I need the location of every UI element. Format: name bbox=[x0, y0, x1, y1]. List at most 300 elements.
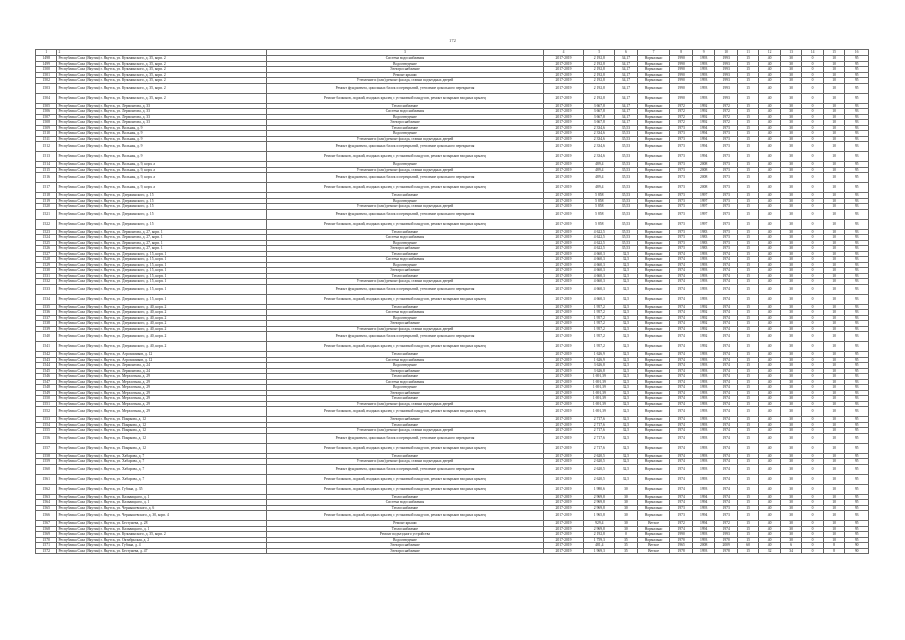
wear-cell: 32,5 bbox=[615, 357, 638, 363]
address-cell: Республика Саха (Якутия) г. Якутск, ул. Дзержинского, д. 15 bbox=[57, 198, 267, 204]
area-cell: 1 691,39 bbox=[584, 407, 615, 417]
year-work-cell: 1974 bbox=[715, 401, 738, 407]
year-work-cell: 1978 bbox=[715, 548, 738, 554]
col-14-cell: 0 bbox=[802, 240, 823, 246]
condition-cell: Нормально bbox=[637, 235, 670, 241]
wear-cell: 32,5 bbox=[615, 363, 638, 369]
condition-cell: Нормально bbox=[637, 401, 670, 407]
col-16-cell: 93 bbox=[845, 342, 869, 352]
col-11-cell: 15 bbox=[737, 273, 758, 279]
col-12-cell: 40 bbox=[759, 103, 780, 109]
year-work-cell: 1970 bbox=[715, 537, 738, 543]
col-11-cell: 15 bbox=[737, 198, 758, 204]
col-13-cell: 30 bbox=[780, 310, 801, 316]
col-13-cell: 30 bbox=[780, 56, 801, 62]
year-work-cell: 1974 bbox=[715, 484, 738, 494]
register-body bbox=[36, 50, 869, 554]
row-number-cell: 1560 bbox=[36, 464, 57, 474]
year-repair-cell: 1997 bbox=[692, 204, 715, 210]
wear-cell: 35,53 bbox=[615, 167, 638, 173]
col-13-cell: 30 bbox=[780, 240, 801, 246]
col-11-cell: 15 bbox=[737, 459, 758, 465]
year-built-cell: 1972 bbox=[670, 521, 693, 527]
area-cell: 2 717,6 bbox=[584, 428, 615, 434]
work-type-cell: Система водоснабжения bbox=[267, 109, 543, 115]
area-cell: 1 691,39 bbox=[584, 396, 615, 402]
table-row bbox=[36, 474, 869, 484]
year-repair-cell: 1994 bbox=[692, 511, 715, 521]
wear-cell: 30 bbox=[615, 494, 638, 500]
area-cell: 2 620,5 bbox=[584, 464, 615, 474]
address-cell: Республика Саха (Якутия) г. Якутск, ул. Вольная, д. 9 bbox=[57, 142, 267, 152]
col-12-cell: 40 bbox=[759, 120, 780, 126]
year-repair-cell: 1993 bbox=[692, 505, 715, 511]
wear-cell: 34,17 bbox=[615, 93, 638, 103]
col-13-cell: 30 bbox=[780, 72, 801, 78]
year-repair-cell: 1993 bbox=[692, 433, 715, 443]
wear-cell: 35,53 bbox=[615, 162, 638, 168]
address-cell: Республика Саха (Якутия) г. Якутск, ул. Хабарова, д. 7 bbox=[57, 464, 267, 474]
wear-cell: 32,5 bbox=[615, 352, 638, 358]
row-number-cell: 1558 bbox=[36, 453, 57, 459]
column-number-cell: 9 bbox=[692, 50, 715, 56]
col-16-cell: 95 bbox=[845, 78, 869, 84]
address-cell: Республика Саха (Якутия) г. Якутск, ул. Дзержинского, д. 40, корп. 2 bbox=[57, 304, 267, 310]
col-15-cell: 10 bbox=[823, 78, 844, 84]
col-13-cell: 30 bbox=[780, 407, 801, 417]
area-cell: 1 980,6 bbox=[584, 484, 615, 494]
condition-cell: Нормально bbox=[637, 61, 670, 67]
row-number-cell: 1514 bbox=[36, 162, 57, 168]
year-built-cell: 1974 bbox=[670, 428, 693, 434]
period-cell: 2017-2019 bbox=[543, 198, 584, 204]
area-cell: 2 717,6 bbox=[584, 422, 615, 428]
wear-cell: 32,5 bbox=[615, 374, 638, 380]
address-cell: Республика Саха (Якутия) г. Якутск, ул. Дзержинского, д. 15, корп. 1 bbox=[57, 284, 267, 294]
area-cell: 3 667,8 bbox=[584, 114, 615, 120]
year-built-cell: 1974 bbox=[670, 417, 693, 423]
col-14-cell: 0 bbox=[802, 61, 823, 67]
col-12-cell: 40 bbox=[759, 326, 780, 332]
year-work-cell: 1993 bbox=[715, 67, 738, 73]
area-cell: 1 691,39 bbox=[584, 401, 615, 407]
year-built-cell: 1974 bbox=[670, 257, 693, 263]
area-cell: 2 192,8 bbox=[584, 67, 615, 73]
wear-cell: 32,5 bbox=[615, 428, 638, 434]
col-16-cell: 93 bbox=[845, 294, 869, 304]
work-type-cell: Ремонт балконов, лоджий, входных крылец с установкой пандусов, ремонт козырьков входных крылец bbox=[267, 219, 543, 229]
work-type-cell: Электроснабжение bbox=[267, 246, 543, 252]
period-cell: 2017-2019 bbox=[543, 240, 584, 246]
area-cell: 3 667,8 bbox=[584, 109, 615, 115]
year-repair-cell: 1992 bbox=[692, 321, 715, 327]
col-11-cell: 15 bbox=[737, 464, 758, 474]
col-16-cell: 95 bbox=[845, 526, 869, 532]
table-row bbox=[36, 93, 869, 103]
year-built-cell: 1974 bbox=[670, 500, 693, 506]
address-cell: Республика Саха (Якутия) г. Якутск, ул. Лермонтова, д. 33 bbox=[57, 103, 267, 109]
col-13-cell: 30 bbox=[780, 209, 801, 219]
wear-cell: 35,53 bbox=[615, 193, 638, 199]
year-repair-cell: 1993 bbox=[692, 78, 715, 84]
condition-cell: Нормально bbox=[637, 407, 670, 417]
area-cell: 1 957,2 bbox=[584, 332, 615, 342]
condition-cell: Нормально bbox=[637, 114, 670, 120]
col-14-cell: 0 bbox=[802, 120, 823, 126]
col-11-cell: 15 bbox=[737, 304, 758, 310]
work-type-cell: Утепление и (или) ремонт фасада, ставни подъездных дверей bbox=[267, 401, 543, 407]
address-cell: Республика Саха (Якутия) г. Якутск, ул. Мерзлотная, д. 29 bbox=[57, 385, 267, 391]
year-built-cell: 1974 bbox=[670, 326, 693, 332]
address-cell: Республика Саха (Якутия) г. Якутск, ул. Бестужева, д. 28 bbox=[57, 521, 267, 527]
col-14-cell: 0 bbox=[802, 494, 823, 500]
work-type-cell: Теплоснабжение bbox=[267, 125, 543, 131]
year-built-cell: 1973 bbox=[670, 125, 693, 131]
table-row bbox=[36, 548, 869, 554]
col-16-cell: 93 bbox=[845, 304, 869, 310]
row-number-cell: 1544 bbox=[36, 363, 57, 369]
work-type-cell: Теплоснабжение bbox=[267, 453, 543, 459]
wear-cell: 30 bbox=[615, 526, 638, 532]
year-repair-cell: 2008 bbox=[692, 183, 715, 193]
row-number-cell: 1553 bbox=[36, 417, 57, 423]
wear-cell: 35,53 bbox=[615, 204, 638, 210]
col-15-cell: 10 bbox=[823, 357, 844, 363]
year-repair-cell: 1992 bbox=[692, 326, 715, 332]
row-number-cell: 1532 bbox=[36, 279, 57, 285]
wear-cell: 35,53 bbox=[615, 209, 638, 219]
period-cell: 2017-2019 bbox=[543, 304, 584, 310]
year-repair-cell: 1993 bbox=[692, 56, 715, 62]
year-built-cell: 1970 bbox=[670, 537, 693, 543]
year-work-cell: 1974 bbox=[715, 417, 738, 423]
period-cell: 2017-2019 bbox=[543, 401, 584, 407]
row-number-cell: 1519 bbox=[36, 198, 57, 204]
col-13-cell: 30 bbox=[780, 142, 801, 152]
col-11-cell: 15 bbox=[737, 401, 758, 407]
condition-cell: Нормально bbox=[637, 262, 670, 268]
condition-cell: Нормально bbox=[637, 279, 670, 285]
col-11-cell: 15 bbox=[737, 204, 758, 210]
col-11-cell: 15 bbox=[737, 173, 758, 183]
period-cell: 2017-2019 bbox=[543, 152, 584, 162]
col-14-cell: 0 bbox=[802, 505, 823, 511]
condition-cell: Нормально bbox=[637, 368, 670, 374]
period-cell: 2017-2019 bbox=[543, 246, 584, 252]
period-cell: 2017-2019 bbox=[543, 120, 584, 126]
year-repair-cell: 1993 bbox=[692, 273, 715, 279]
area-cell: 2 334,6 bbox=[584, 136, 615, 142]
col-16-cell: 95 bbox=[845, 352, 869, 358]
col-14-cell: 0 bbox=[802, 229, 823, 235]
area-cell: 4 660,3 bbox=[584, 251, 615, 257]
col-14-cell: 0 bbox=[802, 246, 823, 252]
condition-cell: Нормально bbox=[637, 251, 670, 257]
work-type-cell: Электроснабжение bbox=[267, 67, 543, 73]
col-14-cell: 0 bbox=[802, 385, 823, 391]
col-16-cell: 95 bbox=[845, 56, 869, 62]
col-14-cell: 0 bbox=[802, 268, 823, 274]
col-11-cell: 15 bbox=[737, 474, 758, 484]
col-14-cell: 0 bbox=[802, 342, 823, 352]
row-number-cell: 1559 bbox=[36, 459, 57, 465]
col-16-cell: 95 bbox=[845, 453, 869, 459]
condition-cell: Нормально bbox=[637, 136, 670, 142]
col-12-cell: 40 bbox=[759, 219, 780, 229]
work-type-cell: Утепление и (или) ремонт фасада, ставни подъездных дверей bbox=[267, 279, 543, 285]
year-work-cell: 1973 bbox=[715, 183, 738, 193]
col-11-cell: 15 bbox=[737, 152, 758, 162]
work-type-cell: Электроснабжение bbox=[267, 368, 543, 374]
work-type-cell: Система водоснабжения bbox=[267, 357, 543, 363]
area-cell: 1 626,9 bbox=[584, 357, 615, 363]
col-12-cell: 40 bbox=[759, 543, 780, 549]
year-work-cell: 1973 bbox=[715, 235, 738, 241]
wear-cell: 32,5 bbox=[615, 294, 638, 304]
col-13-cell: 30 bbox=[780, 173, 801, 183]
wear-cell: 35,53 bbox=[615, 198, 638, 204]
condition-cell: Нормально bbox=[637, 109, 670, 115]
col-16-cell: 93 bbox=[845, 152, 869, 162]
period-cell: 2017-2019 bbox=[543, 537, 584, 543]
col-16-cell: 93 bbox=[845, 235, 869, 241]
col-16-cell: 93 bbox=[845, 385, 869, 391]
period-cell: 2017-2019 bbox=[543, 103, 584, 109]
year-repair-cell: 1993 bbox=[692, 294, 715, 304]
col-12-cell: 40 bbox=[759, 474, 780, 484]
col-11-cell: 15 bbox=[737, 407, 758, 417]
work-type-cell: Водоотведение bbox=[267, 131, 543, 137]
col-16-cell: 93 bbox=[845, 315, 869, 321]
col-13-cell: 30 bbox=[780, 453, 801, 459]
wear-cell: 0 bbox=[615, 532, 638, 538]
col-12-cell: 40 bbox=[759, 56, 780, 62]
work-type-cell: Ремонт фундамента, цокольных балок и перекрытий, утепление цокольного перекрытия bbox=[267, 173, 543, 183]
wear-cell: 34,17 bbox=[615, 114, 638, 120]
col-13-cell: 30 bbox=[780, 332, 801, 342]
year-built-cell: 1990 bbox=[670, 532, 693, 538]
row-number-cell: 1545 bbox=[36, 368, 57, 374]
col-11-cell: 15 bbox=[737, 390, 758, 396]
col-16-cell: 93 bbox=[845, 229, 869, 235]
col-15-cell: 10 bbox=[823, 72, 844, 78]
col-12-cell: 40 bbox=[759, 109, 780, 115]
year-work-cell: 1974 bbox=[715, 464, 738, 474]
area-cell: 2 717,6 bbox=[584, 417, 615, 423]
year-work-cell: 1974 bbox=[715, 500, 738, 506]
page-number: 172 bbox=[449, 38, 456, 43]
table-row bbox=[36, 433, 869, 443]
condition-cell: Нормально bbox=[637, 417, 670, 423]
col-16-cell: 93 bbox=[845, 251, 869, 257]
year-work-cell: 1974 bbox=[715, 379, 738, 385]
period-cell: 2017-2019 bbox=[543, 321, 584, 327]
period-cell: 2017-2019 bbox=[543, 396, 584, 402]
column-number-cell: 6 bbox=[615, 50, 638, 56]
row-number-cell: 1538 bbox=[36, 321, 57, 327]
work-type-cell: Ремонт балконов, лоджий, входных крылец с установкой пандусов, ремонт козырьков входных крылец bbox=[267, 511, 543, 521]
condition-cell: Нормально bbox=[637, 443, 670, 453]
col-14-cell: 0 bbox=[802, 422, 823, 428]
wear-cell: 30 bbox=[615, 511, 638, 521]
col-14-cell: 0 bbox=[802, 526, 823, 532]
year-built-cell: 1973 bbox=[670, 131, 693, 137]
year-repair-cell: 2008 bbox=[692, 162, 715, 168]
wear-cell: 35,53 bbox=[615, 240, 638, 246]
col-12-cell: 40 bbox=[759, 173, 780, 183]
col-14-cell: 0 bbox=[802, 374, 823, 380]
row-number-cell: 1515 bbox=[36, 167, 57, 173]
condition-cell: Нормально bbox=[637, 433, 670, 443]
area-cell: 4 622,5 bbox=[584, 240, 615, 246]
condition-cell: Нормально bbox=[637, 464, 670, 474]
work-type-cell: Водоотведение bbox=[267, 385, 543, 391]
col-15-cell: 10 bbox=[823, 511, 844, 521]
address-cell: Республика Саха (Якутия) г. Якутск, ул. Кузьминского, д. 35, корп. 2 bbox=[57, 78, 267, 84]
condition-cell: Нормально bbox=[637, 396, 670, 402]
col-16-cell: 95 bbox=[845, 67, 869, 73]
year-built-cell: 1974 bbox=[670, 363, 693, 369]
col-12-cell: 40 bbox=[759, 459, 780, 465]
year-repair-cell: 1993 bbox=[692, 379, 715, 385]
col-13-cell: 30 bbox=[780, 152, 801, 162]
col-14-cell: 0 bbox=[802, 56, 823, 62]
work-type-cell: Ремонт фундамента, цокольных балок и перекрытий, утепление цокольного перекрытия bbox=[267, 332, 543, 342]
col-13-cell: 30 bbox=[780, 219, 801, 229]
row-number-cell: 1567 bbox=[36, 521, 57, 527]
col-13-cell: 30 bbox=[780, 505, 801, 511]
col-15-cell: 8 bbox=[823, 548, 844, 554]
condition-cell: Нормально bbox=[637, 125, 670, 131]
condition-cell: Нормально bbox=[637, 428, 670, 434]
year-built-cell: 1974 bbox=[670, 422, 693, 428]
col-16-cell: 95 bbox=[845, 537, 869, 543]
year-work-cell: 1974 bbox=[715, 310, 738, 316]
area-cell: 2 717,6 bbox=[584, 443, 615, 453]
col-16-cell: 95 bbox=[845, 428, 869, 434]
period-cell: 2017-2019 bbox=[543, 422, 584, 428]
col-14-cell: 0 bbox=[802, 357, 823, 363]
area-cell: 2 192,8 bbox=[584, 93, 615, 103]
col-14-cell: 0 bbox=[802, 284, 823, 294]
row-number-cell: 1549 bbox=[36, 390, 57, 396]
work-type-cell: Ремонт крыши bbox=[267, 521, 543, 527]
col-15-cell: 10 bbox=[823, 526, 844, 532]
year-built-cell: 1974 bbox=[670, 315, 693, 321]
wear-cell: 35,53 bbox=[615, 125, 638, 131]
col-13-cell: 30 bbox=[780, 294, 801, 304]
col-13-cell: 30 bbox=[780, 131, 801, 137]
year-work-cell: 1993 bbox=[715, 83, 738, 93]
col-15-cell: 10 bbox=[823, 125, 844, 131]
col-11-cell: 15 bbox=[737, 521, 758, 527]
work-type-cell: Утепление и (или) ремонт фасада, ставни подъездных дверей bbox=[267, 204, 543, 210]
period-cell: 2017-2019 bbox=[543, 417, 584, 423]
col-12-cell: 40 bbox=[759, 235, 780, 241]
table-row bbox=[36, 183, 869, 193]
col-16-cell: 90 bbox=[845, 543, 869, 549]
col-13-cell: 6 bbox=[780, 543, 801, 549]
col-12-cell: 40 bbox=[759, 142, 780, 152]
col-14-cell: 0 bbox=[802, 474, 823, 484]
col-13-cell: 30 bbox=[780, 109, 801, 115]
col-15-cell: 10 bbox=[823, 284, 844, 294]
address-cell: Республика Саха (Якутия) г. Якутск, ул. Кузьминского, д. 35, корп. 2 bbox=[57, 72, 267, 78]
col-14-cell: 0 bbox=[802, 204, 823, 210]
col-12-cell: 40 bbox=[759, 321, 780, 327]
row-number-cell: 1551 bbox=[36, 401, 57, 407]
row-number-cell: 1536 bbox=[36, 310, 57, 316]
col-13-cell: 30 bbox=[780, 511, 801, 521]
col-13-cell: 30 bbox=[780, 61, 801, 67]
wear-cell: 30 bbox=[615, 484, 638, 494]
address-cell: Республика Саха (Якутия) г. Якутск, ул. Мерзлотная, д. 29 bbox=[57, 390, 267, 396]
wear-cell: 34,17 bbox=[615, 120, 638, 126]
col-15-cell: 10 bbox=[823, 56, 844, 62]
wear-cell: 35,53 bbox=[615, 131, 638, 137]
condition-cell: Нормально bbox=[637, 257, 670, 263]
area-cell: 2 192,8 bbox=[584, 532, 615, 538]
col-15-cell: 10 bbox=[823, 332, 844, 342]
condition-cell: Нормально bbox=[637, 246, 670, 252]
year-built-cell: 1974 bbox=[670, 332, 693, 342]
col-16-cell: 93 bbox=[845, 396, 869, 402]
col-13-cell: 30 bbox=[780, 385, 801, 391]
col-13-cell: 30 bbox=[780, 374, 801, 380]
year-repair-cell: 1983 bbox=[692, 229, 715, 235]
table-row bbox=[36, 284, 869, 294]
address-cell: Республика Саха (Якутия) г. Якутск, ул. Лермонтова, д. 27, корп. 1 bbox=[57, 229, 267, 235]
wear-cell: 32,5 bbox=[615, 262, 638, 268]
col-16-cell: 93 bbox=[845, 198, 869, 204]
work-type-cell: Теплоснабжение bbox=[267, 422, 543, 428]
year-repair-cell: 1994 bbox=[692, 500, 715, 506]
col-12-cell: 40 bbox=[759, 152, 780, 162]
year-work-cell: 1973 bbox=[715, 505, 738, 511]
wear-cell: 32,5 bbox=[615, 304, 638, 310]
condition-cell: Нормально bbox=[637, 390, 670, 396]
col-14-cell: 0 bbox=[802, 219, 823, 229]
col-15-cell: 10 bbox=[823, 417, 844, 423]
col-13-cell: 30 bbox=[780, 526, 801, 532]
year-work-cell: 1974 bbox=[715, 321, 738, 327]
area-cell: 2 969,8 bbox=[584, 494, 615, 500]
period-cell: 2017-2019 bbox=[543, 543, 584, 549]
col-13-cell: 30 bbox=[780, 433, 801, 443]
wear-cell: 32,5 bbox=[615, 401, 638, 407]
col-13-cell: 30 bbox=[780, 379, 801, 385]
table-row bbox=[36, 219, 869, 229]
address-cell: Республика Саха (Якутия) г. Якутск, ул. Дзержинского, д. 40, корп. 2 bbox=[57, 310, 267, 316]
col-12-cell: 40 bbox=[759, 67, 780, 73]
year-built-cell: 1974 bbox=[670, 494, 693, 500]
row-number-cell: 1540 bbox=[36, 332, 57, 342]
condition-cell: Нормально bbox=[637, 273, 670, 279]
period-cell: 2017-2019 bbox=[543, 428, 584, 434]
year-work-cell: 1974 bbox=[715, 443, 738, 453]
col-15-cell: 10 bbox=[823, 294, 844, 304]
col-14-cell: 0 bbox=[802, 428, 823, 434]
col-14-cell: 0 bbox=[802, 433, 823, 443]
wear-cell: 34,17 bbox=[615, 103, 638, 109]
work-type-cell: Система водоснабжения bbox=[267, 500, 543, 506]
address-cell: Республика Саха (Якутия) г. Якутск, ул. Лермонтова, д. 24 bbox=[57, 363, 267, 369]
col-11-cell: 15 bbox=[737, 321, 758, 327]
work-type-cell: Теплоснабжение bbox=[267, 505, 543, 511]
col-11-cell: 15 bbox=[737, 219, 758, 229]
col-11-cell: 15 bbox=[737, 83, 758, 93]
col-13-cell: 30 bbox=[780, 103, 801, 109]
